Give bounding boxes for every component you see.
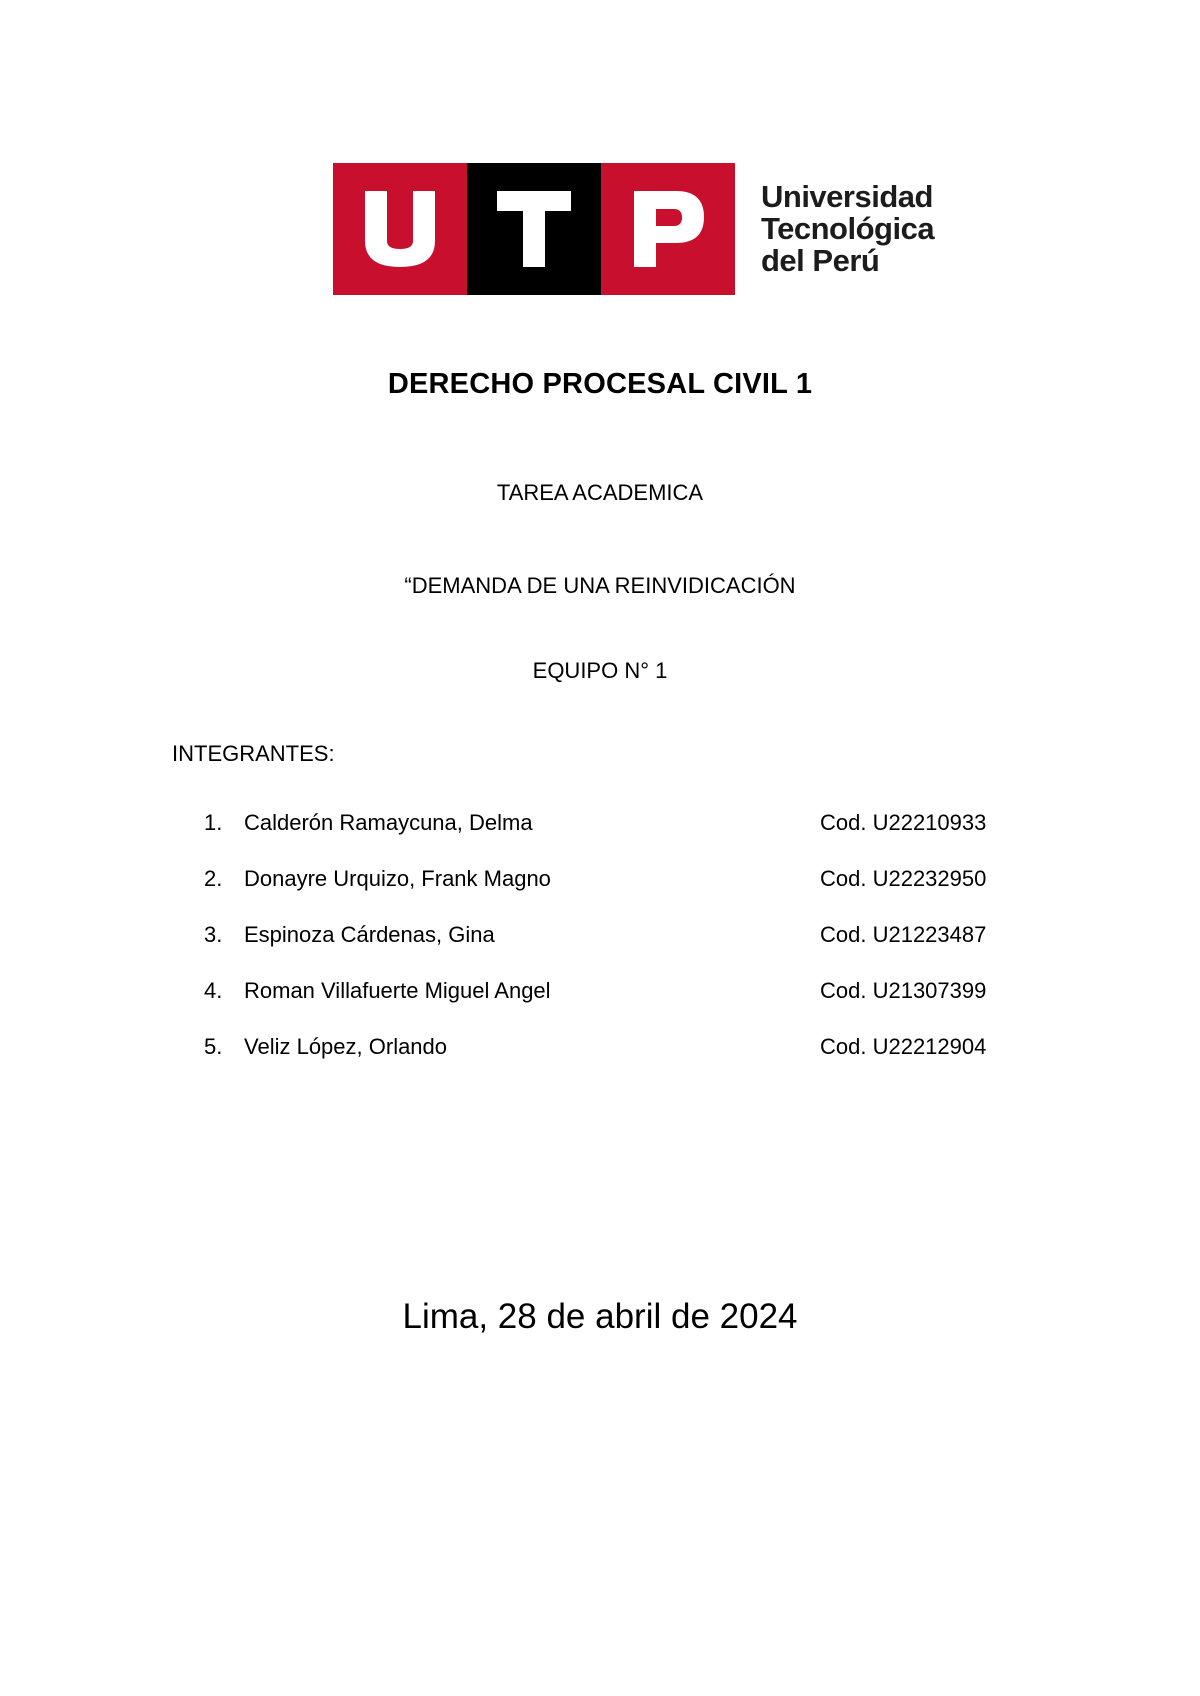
logo-block-u (333, 163, 467, 295)
member-code: Cod. U21307399 (820, 978, 987, 1003)
logo-wordmark (761, 181, 934, 277)
list-item (204, 810, 1024, 866)
member-number: 3. (204, 922, 223, 947)
utp-logo (333, 163, 934, 295)
course-title: DERECHO PROCESAL CIVIL 1 (387, 368, 813, 400)
list-item (204, 922, 1024, 978)
logo-letter-u (360, 189, 440, 269)
member-number: 5. (204, 1034, 223, 1059)
date-line: Lima, 28 de abril de 2024 (402, 1297, 798, 1336)
member-code: Cod. U22210933 (820, 810, 987, 835)
task-label: TAREA ACADEMICA (496, 480, 704, 505)
member-code: Cod. U22232950 (820, 866, 987, 891)
logo-block-p (601, 163, 735, 295)
logo-text-line-1: Universidad (761, 179, 933, 214)
members-heading: INTEGRANTES: (172, 741, 335, 766)
logo-block-t (467, 163, 601, 295)
members-list (204, 810, 1024, 1090)
member-name: Calderón Ramaycuna, Delma (244, 810, 533, 835)
logo-letter-p (628, 189, 708, 269)
member-name: Donayre Urquizo, Frank Magno (244, 866, 551, 891)
list-item (204, 978, 1024, 1034)
logo-letter-t (494, 189, 574, 269)
member-name: Roman Villafuerte Miguel Angel (244, 978, 551, 1003)
member-name: Veliz López, Orlando (244, 1034, 448, 1059)
list-item (204, 1034, 1024, 1090)
logo-text-line-3: del Perú (761, 243, 880, 278)
member-code: Cod. U22212904 (820, 1034, 987, 1059)
logo-text-line-2: Tecnológica (761, 211, 935, 246)
member-number: 1. (204, 810, 223, 835)
member-number: 2. (204, 866, 223, 891)
member-name: Espinoza Cárdenas, Gina (244, 922, 495, 947)
team-label: EQUIPO N° 1 (532, 658, 668, 683)
demand-title: “DEMANDA DE UNA REINVIDICACIÓN (404, 573, 796, 598)
member-code: Cod. U21223487 (820, 922, 987, 947)
logo-blocks (333, 163, 735, 295)
member-number: 4. (204, 978, 223, 1003)
list-item (204, 866, 1024, 922)
